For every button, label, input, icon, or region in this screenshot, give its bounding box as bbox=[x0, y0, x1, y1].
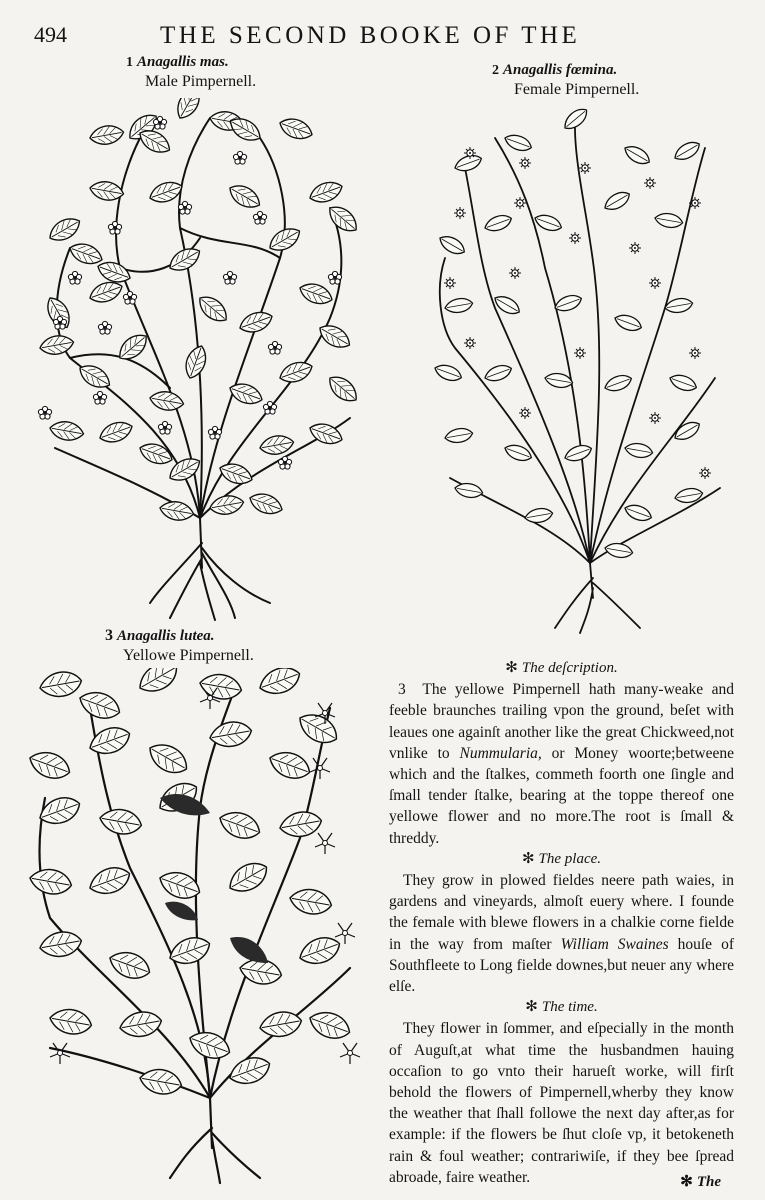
catchword bbox=[680, 1172, 721, 1191]
time-paragraph: They flower in ſommer, and eſpecially in the month of Auguſt,at what time the husbandmen hauing occaſion to go vnto their harueſt worke, will firſt behold the flowers of Pimpernell,wherby they know the weather that ſhall followe the next day after,as for example: if the flowers be ſhut cloſe vp, it betokeneth rain & foul weather; contrariwiſe, if they bee ſpread abroade, faire weather. bbox=[389, 1020, 734, 1186]
description-text-block bbox=[389, 658, 734, 1188]
figure-2-latin-name: Anagallis fœmina. bbox=[503, 62, 618, 78]
asterism-icon: ✻ bbox=[680, 1174, 693, 1190]
description-heading bbox=[389, 658, 734, 679]
description-text-a: The yellowe Pimpernell hath many-weake and feeble braunches trailing vpon the ground, beſet with leaues one againſt another like the great Chickweed,not vnlike to bbox=[389, 681, 734, 762]
figure-3-latin-name: Anagallis lutea. bbox=[117, 628, 215, 644]
place-text-a: They grow in plowed fieldes neere path waies, in gardens and vineyards, almoſt euery where. I founde the female with blewe flowers in a chalkie corne fielde in the way from maſter bbox=[389, 872, 734, 953]
description-text-b: or Money woorte;betweene which and the ſtalkes, commeth foorth one ſingle and ſmall tender ſtalke, bearing at the toppe thereof one yellowe flower and no more.The root is ſmall & threddy. bbox=[389, 744, 734, 847]
description-heading-text: The deſcription. bbox=[521, 660, 618, 676]
place-heading bbox=[389, 849, 734, 870]
description-number: 3 bbox=[398, 681, 406, 699]
asterism-icon: ✻ bbox=[505, 660, 518, 676]
place-heading-text: The place. bbox=[538, 850, 602, 867]
male-pimpernell-woodcut bbox=[30, 98, 370, 623]
description-paragraph bbox=[389, 679, 734, 849]
figure-3-caption bbox=[105, 626, 254, 666]
asterism-icon: ✻ bbox=[521, 850, 535, 867]
page-number: 494 bbox=[34, 22, 67, 47]
place-text-italic: William Swaines bbox=[560, 935, 669, 953]
female-pimpernell-woodcut bbox=[425, 108, 725, 638]
figure-3-english-name: Yellowe Pimpernell. bbox=[123, 647, 254, 664]
time-heading-text: The time. bbox=[541, 999, 598, 1016]
figure-1-english-name: Male Pimpernell. bbox=[145, 73, 257, 90]
asterism-icon: ✻ bbox=[525, 999, 538, 1016]
yellow-pimpernell-woodcut bbox=[20, 668, 365, 1188]
figure-2-number: 2 bbox=[492, 63, 499, 78]
figure-1-number: 1 bbox=[126, 55, 133, 70]
running-head: THE SECOND BOOKE OF THE bbox=[160, 22, 581, 49]
figure-1-latin-name: Anagallis mas. bbox=[137, 54, 229, 70]
catchword-text: The bbox=[696, 1174, 721, 1190]
description-text-italic: Nummularia, bbox=[459, 744, 542, 762]
figure-3-number: 3 bbox=[105, 627, 113, 644]
figure-1-caption bbox=[126, 52, 256, 91]
time-heading bbox=[389, 997, 734, 1018]
place-paragraph bbox=[389, 870, 734, 997]
figure-2-english-name: Female Pimpernell. bbox=[514, 81, 640, 98]
figure-2-caption bbox=[492, 60, 639, 99]
place-text-b: houſe of Southfleete to Long fielde downes,but neuer any where elſe. bbox=[389, 935, 734, 996]
